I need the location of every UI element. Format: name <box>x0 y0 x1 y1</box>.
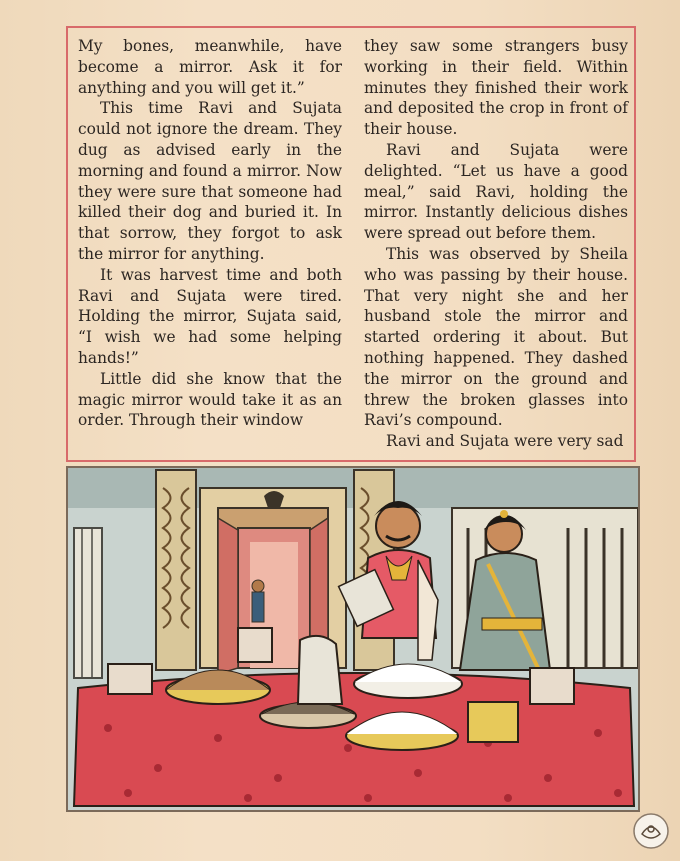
paragraph: Little did she know that the magic mirror would take it as an order. Through their window <box>78 369 342 430</box>
paragraph: Ravi and Sujata were delighted. “Let us have a good meal,” said Ravi, holding the mirror. Instantly delicious dishes were spread out before them. <box>364 140 628 243</box>
paragraph: This time Ravi and Sujata could not ignore the dream. They dug as advised early in the morning and found a mirror. Now they were sure that someone had killed their dog and buried it. In that sorrow, they forgot to ask the mirror for anything. <box>78 99 342 263</box>
paragraph: It was harvest time and both Ravi and Sujata were tired. Holding the mirror, Sujata said, “I wish we had some helping hands!” <box>78 265 342 367</box>
story-column-left <box>78 36 342 431</box>
paragraph: This was observed by Sheila who was passing by their house. That very night she and her husband stole the mirror and started ordering it about. But nothing happened. They dashed the mirror on the ground and threw the broken glasses into Ravi’s compound. <box>364 244 628 430</box>
story-column-right <box>364 36 628 452</box>
publisher-logo <box>632 812 670 850</box>
feast-scene <box>68 468 638 810</box>
paragraph: they saw some strangers busy working in their field. Within minutes they finished their work and deposited the crop in front of their house. <box>364 37 628 139</box>
feast-illustration <box>66 466 640 812</box>
paragraph: Ravi and Sujata were very sad <box>386 432 624 451</box>
paragraph: My bones, meanwhile, have become a mirror. Ask it for anything and you will get it.” <box>78 37 342 97</box>
